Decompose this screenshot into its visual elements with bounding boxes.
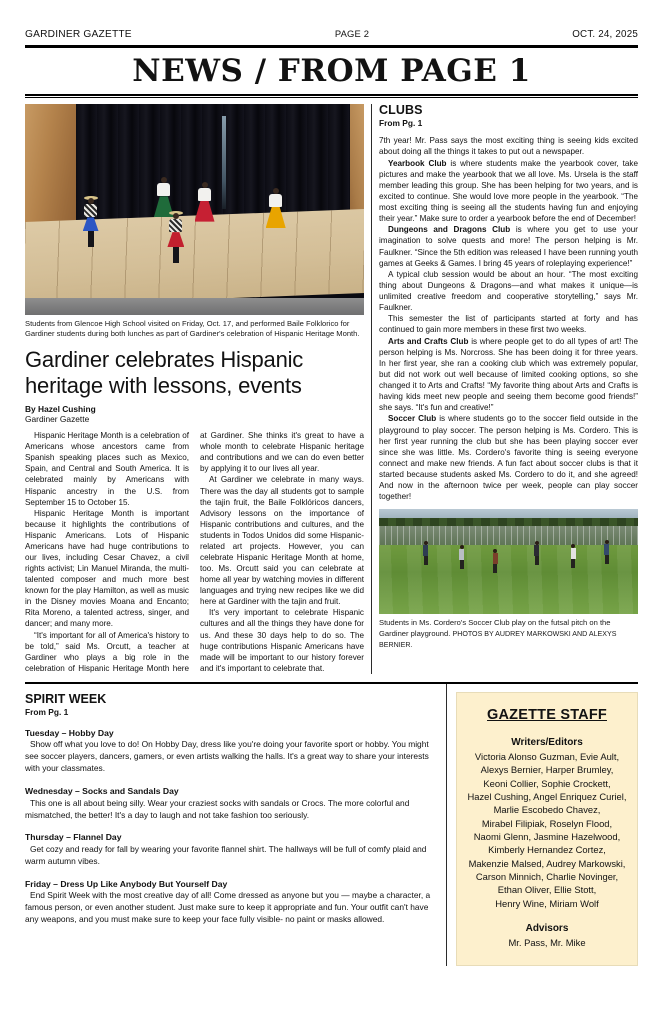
writers-line: Makenzie Malsed, Audrey Markowski, [468, 857, 626, 869]
bottom-section [25, 684, 638, 966]
fence [379, 526, 638, 547]
clubs-continued-from: From Pg. 1 [379, 118, 423, 129]
spirit-day [25, 728, 437, 775]
soccer-photo [379, 509, 638, 614]
clubs-paragraph: Arts and Crafts Club is where people get to do all types of art! The person helping is Ms. Norcross. She has been doing it for three years. In her first year, she ran a cooking club which was extremely popular, but did not work out well because of limited cooking options, so she changed it to Arts and Crafts! “My favorite thing about Arts and Crafts is having kids meet new people and seeing them become good friends!” she says. “It's fun and creative!” [379, 336, 638, 413]
writers-line: Ethan Oliver, Ellie Stott, [497, 884, 597, 896]
article-byline-org: Gardiner Gazette [25, 414, 90, 425]
issue-date: OCT. 24, 2025 [572, 29, 638, 40]
turf-stripes [379, 545, 638, 614]
clubs-paragraph: A typical club session would be about an hour. “The most exciting thing about Dungeons & Dragons—and what makes it unique—is unlimited creative freedom and cooperative storytelling,” says Mr. Faulkner. [379, 269, 638, 313]
clubs-paragraph: 7th year! Mr. Pass says the most exciting thing is seeing kids excited about doing all the things it takes to put out a newspaper. [379, 136, 638, 157]
spirit-day-text: End Spirit Week with the most creative day of all! Come dressed as anyone but you — maybe a character, a famous person, or even another student. Just make sure to keep it appropriate and fun. Your outfit can't have any weapons, and you must make sure to keep your face fully visible- no paint or masks allowed. [25, 890, 431, 925]
club-name: Arts and Crafts Club [388, 336, 469, 346]
article-paragraph: At Gardiner we celebrate in many ways. There was the day all students got to sample the tajin fruit, the Baile Folklóricos dancers, Advisory lessons on the importance of Hispanic contributions and cultures, and the students in Todos Unidos did some Hispanic-related art projects. However, you can celebrate Hispanic Heritage Month at home, too. Ms. Orcutt said you can celebrate at home all year by watching movies in different languages and trying new recipes like we did here at Gardiner with the tajin and fruit. [200, 475, 364, 607]
writers-line: Hazel Cushing, Angel Enriquez Curiel, [467, 790, 627, 802]
curtain-gap [222, 116, 226, 209]
spirit-day-text: Show off what you love to do! On Hobby Day, dress like you're doing your favorite sport or hobby. You might see soccer players, dancers, gamers, or even artists walking the halls. It's a great way to share your interests with your classmates. [25, 739, 429, 774]
writers-line: Mirabel Filipiak, Roselyn Flood, [481, 817, 613, 829]
masthead [25, 0, 638, 40]
writers-list [465, 750, 629, 910]
article-paragraph: Hispanic Heritage Month is important because it highlights the contributions of Hispanic Americans. Lots of Hispanic Americans have had huge contributions to our lives, including Cesar Chavez, a civil rights activist; Lin Manuel Miranda, the multi-talented composer and much more best known for the play Hamilton, as well as music in the Disney movies Moana and Encanto; Rita Moreno, a talented actress, singer, and dancer; and many more. [25, 508, 189, 629]
spirit-day [25, 786, 437, 821]
club-name: Soccer Club [388, 414, 437, 424]
spirit-week-continued-from: From Pg. 1 [25, 706, 69, 717]
page-number: PAGE 2 [334, 28, 370, 39]
spirit-week-section [25, 684, 437, 966]
soccer-player [534, 541, 539, 565]
column-divider [371, 104, 372, 674]
left-column [25, 104, 364, 674]
dancer-figure [167, 211, 184, 263]
writers-line: Keoni Collier, Sophie Crockett, [483, 777, 611, 789]
writers-line: Victoria Alonso Guzman, Evie Ault, [474, 750, 620, 762]
spirit-day-name: Friday – Dress Up Like Anybody But Yourself Day [25, 878, 228, 889]
writers-line: Marlie Escobedo Chavez, [493, 804, 601, 816]
writers-line: Carson Minnich, Charlie Novinger, [475, 870, 619, 882]
club-name: Dungeons and Dragons Club [388, 225, 511, 235]
soccer-photo-caption: Students in Ms. Cordero's Soccer Club play on the futsal pitch on the Gardiner playground. PHOTOS BY AUDREY MARKOWSKI AND ALEXYS BERNIER. [379, 618, 617, 649]
spirit-day [25, 879, 437, 926]
clubs-column [379, 104, 638, 674]
article-paragraph: It's very important to celebrate Hispanic cultures and all the things they have done for us. And these 30 days help to do so. The huge contributions Hispanic Americans have made will be important to our history forever and it's important to celebrate that. [200, 608, 364, 673]
article-body [25, 430, 364, 674]
writers-line: Kimberly Hernandez Cortez, [488, 844, 606, 856]
spirit-day-text: This one is all about being silly. Wear your craziest socks with sandals or Crocs. The more colorful and mismatched, the better! It's a day to laugh and not take fashion too seriously. [25, 797, 410, 820]
dancer-figure [83, 196, 99, 247]
stage-floor-lines [25, 209, 364, 306]
clubs-paragraph: This semester the list of participants started at forty and has continued to gain more members in these first two weeks. [379, 314, 638, 335]
writers-line: Alexys Bernier, Harper Brumley, [480, 764, 614, 776]
clubs-title: CLUBS [379, 102, 423, 117]
publication-name: GARDINER GAZETTE [25, 29, 132, 40]
staff-spacer [465, 910, 629, 923]
dancer-figure [266, 188, 286, 228]
gym-floor [25, 298, 364, 315]
spirit-day-name: Tuesday – Hobby Day [25, 727, 114, 738]
advisors-heading: Advisors [525, 922, 569, 934]
soccer-player [604, 540, 609, 564]
gazette-staff-box [456, 692, 638, 966]
section-title: NEWS / FROM PAGE 1 [132, 53, 531, 89]
advisors-list: Mr. Pass, Mr. Mike [508, 936, 586, 948]
clubs-body [379, 135, 638, 502]
soccer-player [459, 545, 464, 569]
spirit-day [25, 832, 437, 867]
article-paragraph: Hispanic Heritage Month is a celebration of Americans whose ancestors came from Spanish speaking places such as Mexico, Spain, and Central and South America. It is celebrated mainly by Americans with Hispanic ancestry in the U.S. from September 15 to October 15. [25, 431, 189, 507]
article-paragraph: “It's important for all of America's history to be told,” said Ms. Orcutt, a teacher at Gardiner who plays a big role in the celebration of Hispanic Heritage Month here at Gardiner. She thinks it's great to have a whole month to celebrate Hispanic heritage and contributions and we can do even better by applying it to our lives all year. [25, 431, 364, 673]
soccer-player [423, 541, 428, 565]
writers-heading: Writers/Editors [511, 736, 583, 748]
soccer-player [493, 549, 498, 573]
spirit-day-name: Wednesday – Socks and Sandals Day [25, 786, 179, 797]
masthead-rule [25, 45, 638, 48]
photo-credit: PHOTOS BY AUDREY MARKOWSKI AND ALEXYS BERNIER. [379, 630, 617, 649]
club-name: Yearbook Club [388, 158, 447, 168]
lead-photo-caption: Students from Glencoe High School visited on Friday, Oct. 17, and performed Baile Folklorico for Gardiner students during both lunches as part of Gardiner's celebration of Hispanic Heritage Month. [25, 318, 360, 339]
clubs-paragraph: Soccer Club is where students go to the soccer field outside in the playground to play soccer. The person helping is Ms. Cordero. This is her first year running the club but she has been playing soccer ever since she was little. Ms. Cordero's favorite thing is seeing everyone connect and make new friends. A fun fact about soccer clubs is that it started because students asked Ms. Cordero to do it, and she agreed! And now in the afternoon twice per week, people can play soccer together! [379, 414, 638, 502]
lead-photo [25, 104, 364, 315]
soccer-player [571, 544, 576, 568]
spirit-day-text: Get cozy and ready for fall by wearing your favorite flannel shirt. The hallways will be full of comfy plaid and warm autumn vibes. [25, 843, 427, 866]
spirit-day-name: Thursday – Flannel Day [25, 832, 122, 843]
spirit-week-title: SPIRIT WEEK [25, 691, 107, 706]
bottom-column-divider [446, 684, 447, 966]
dancer-figure [195, 182, 215, 222]
writers-line: Henry Wine, Miriam Wolf [495, 897, 599, 909]
article-headline: Gardiner celebrates Hispanic heritage with lessons, events [25, 347, 304, 398]
section-rule [25, 94, 638, 98]
staff-column [456, 684, 638, 966]
staff-box-title: GAZETTE STAFF [487, 706, 607, 723]
clubs-paragraph: Yearbook Club is where students make the yearbook cover, take pictures and make the yearbook that we all love. Ms. Ursela is the staff member leading this group. She has been helping for two years, and is excited to continue. She would love more people in the yearbook. “The most exciting thing is seeing all the students having fun and enjoying their year.” Make sure to order a yearbook before the end of December! [379, 158, 638, 224]
clubs-paragraph: Dungeons and Dragons Club is where you get to use your imagination to solve quests and more! The person helping is Mr. Faulkner. “Since the 5th edition was released I have been running youth games at Geeks & Games. I bring 45 years of roleplaying experience!” [379, 225, 638, 268]
writers-line: Naomi Glenn, Jasmine Hazelwood, [473, 830, 621, 842]
main-content [25, 104, 638, 674]
article-byline: By Hazel Cushing [25, 404, 96, 415]
